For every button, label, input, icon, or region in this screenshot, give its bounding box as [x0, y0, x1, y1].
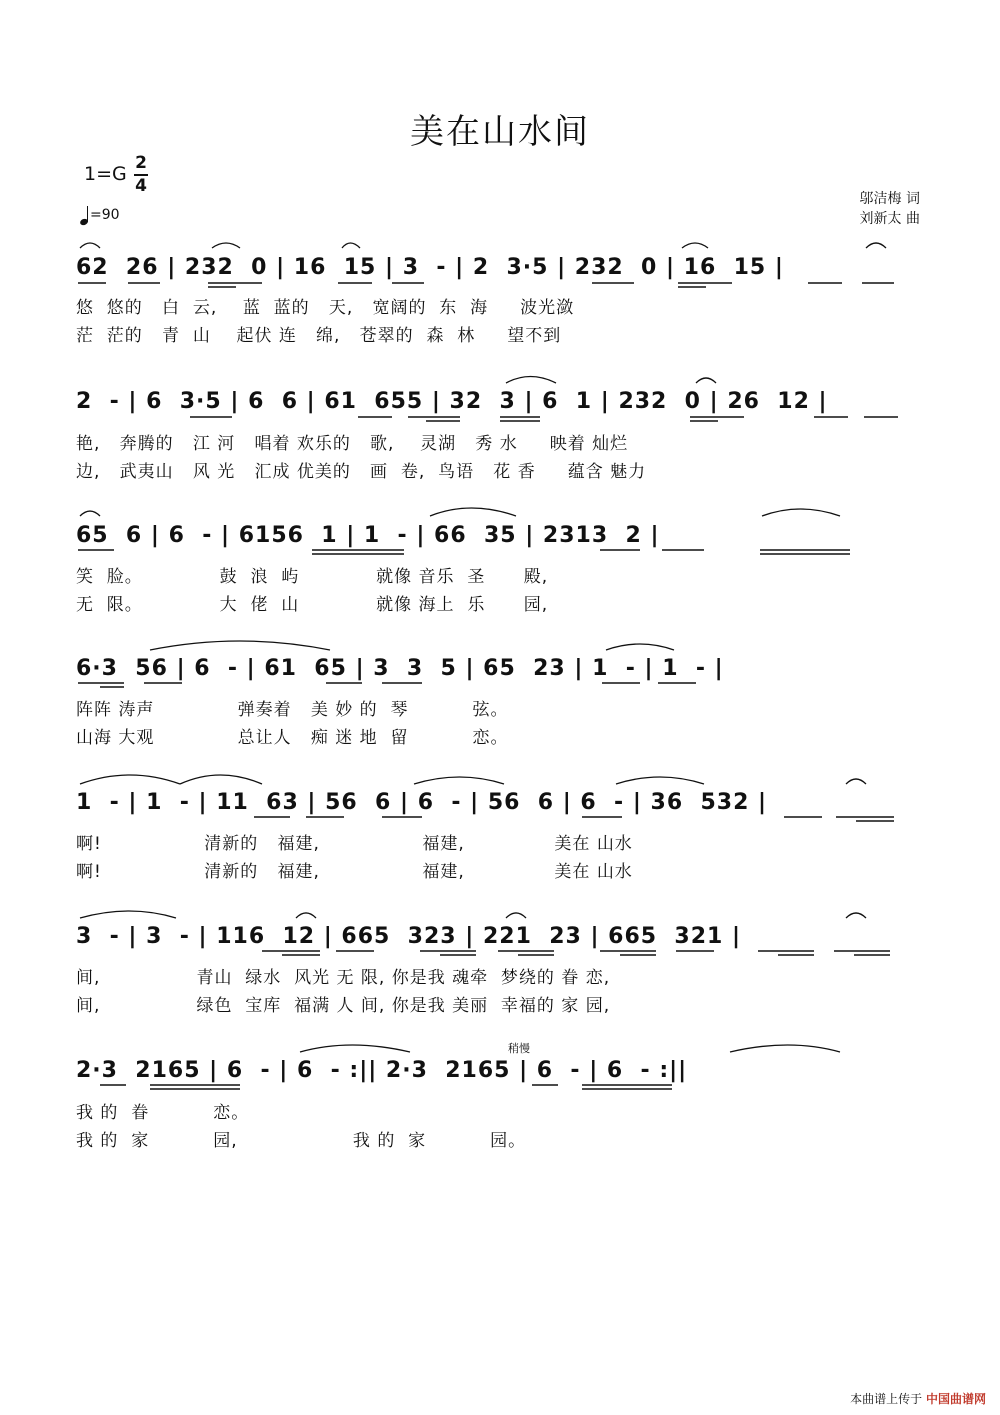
- lyrics-row-7-verse-1: 我 的 眷 恋。: [76, 1103, 250, 1123]
- lyrics-row-4-verse-1: 阵阵 涛声 弹奏着 美 妙 的 琴 弦。: [76, 700, 509, 720]
- slur: [506, 913, 526, 918]
- slur: [180, 775, 262, 784]
- lyrics-row-3-verse-1: 笑 脸。 鼓 浪 屿 就像 音乐 圣 殿,: [76, 567, 549, 587]
- lyrics-row-1-verse-2: 茫 茫的 青 山 起伏 连 绵, 苍翠的 森 林 望不到: [76, 326, 562, 346]
- notation-row-4: 6·3 56 | 6 - | 61 65 | 3 3 5 | 65 23 | 1 - | 1 - |: [76, 656, 724, 681]
- lyrics-row-7-verse-2: 我 的 家 园, 我 的 家 园。: [76, 1131, 527, 1151]
- notation-row-5: 1 - | 1 - | 11 63 | 56 6 | 6 - | 56 6 | 6 - | 36 532 |: [76, 790, 768, 815]
- slur: [300, 1045, 410, 1052]
- slur: [866, 243, 886, 248]
- slur: [342, 243, 360, 248]
- lyrics-row-4-verse-2: 山海 大观 总让人 痴 迷 地 留 恋。: [76, 728, 509, 748]
- tempo-direction: 稍慢: [508, 1042, 530, 1055]
- lyrics-row-1-verse-1: 悠 悠的 白 云, 蓝 蓝的 天, 宽阔的 东 海 波光潋: [76, 298, 575, 318]
- page-title: 美在山水间: [410, 112, 590, 152]
- slur: [696, 378, 716, 383]
- notation-row-7: 2·3 2165 | 6 - | 6 - :|| 2·3 2165 | 6 - | 6 - :||: [76, 1058, 688, 1083]
- slur: [846, 913, 866, 918]
- slur: [414, 777, 504, 784]
- slur: [150, 641, 330, 650]
- slur: [846, 779, 866, 784]
- lyrics-row-2-verse-1: 艳, 奔腾的 江 河 唱着 欢乐的 歌, 灵湖 秀 水 映着 灿烂: [76, 434, 629, 454]
- lyrics-row-2-verse-2: 边, 武夷山 风 光 汇成 优美的 画 卷, 鸟语 花 香 蕴含 魅力: [76, 462, 647, 482]
- lyrics-row-6-verse-1: 间, 青山 绿水 风光 无 限, 你是我 魂牵 梦绕的 眷 恋,: [76, 968, 611, 988]
- slur: [762, 509, 840, 516]
- slur: [616, 777, 704, 784]
- slur: [80, 511, 100, 516]
- slur: [506, 377, 556, 384]
- footer: [850, 1390, 986, 1407]
- slur: [80, 911, 176, 918]
- notation-row-6: 3 - | 3 - | 116 12 | 665 323 | 221 23 | 665 321 |: [76, 924, 742, 949]
- lyrics-row-5-verse-2: 啊! 清新的 福建, 福建, 美在 山水: [76, 862, 633, 882]
- composer-credit: 刘新太 曲: [859, 211, 920, 227]
- slur: [682, 243, 708, 248]
- slur: [80, 243, 100, 248]
- slur: [296, 913, 316, 918]
- notation-row-3: 65 6 | 6 - | 6156 1 | 1 - | 66 35 | 2313 2 |: [76, 523, 660, 548]
- footer-text: 本曲谱上传于: [850, 1392, 923, 1406]
- slur: [430, 508, 516, 516]
- slur: [80, 775, 180, 784]
- lyrics-row-6-verse-2: 间, 绿色 宝库 福满 人 间, 你是我 美丽 幸福的 家 园,: [76, 996, 611, 1016]
- lyrics-row-5-verse-1: 啊! 清新的 福建, 福建, 美在 山水: [76, 834, 633, 854]
- lyrics-row-3-verse-2: 无 限。 大 佬 山 就像 海上 乐 园,: [76, 595, 549, 615]
- footer-brand[interactable]: 中国曲谱网: [925, 1392, 986, 1406]
- slur: [730, 1045, 840, 1052]
- notation-row-1: 62 26 | 232 0 | 16 15 | 3 - | 2 3·5 | 232 0 | 16 15 |: [76, 255, 784, 280]
- tempo-value: =90: [90, 207, 120, 223]
- time-sig-top: 2: [135, 153, 147, 173]
- lyricist-credit: 邬洁梅 词: [859, 191, 920, 207]
- time-sig-bottom: 4: [135, 176, 147, 196]
- slur: [606, 644, 674, 650]
- notation-row-2: 2 - | 6 3·5 | 6 6 | 61 655 | 32 3 | 6 1 | 232 0 | 26 12 |: [76, 389, 828, 414]
- slur: [212, 243, 240, 248]
- key-signature: 1=G: [84, 163, 127, 185]
